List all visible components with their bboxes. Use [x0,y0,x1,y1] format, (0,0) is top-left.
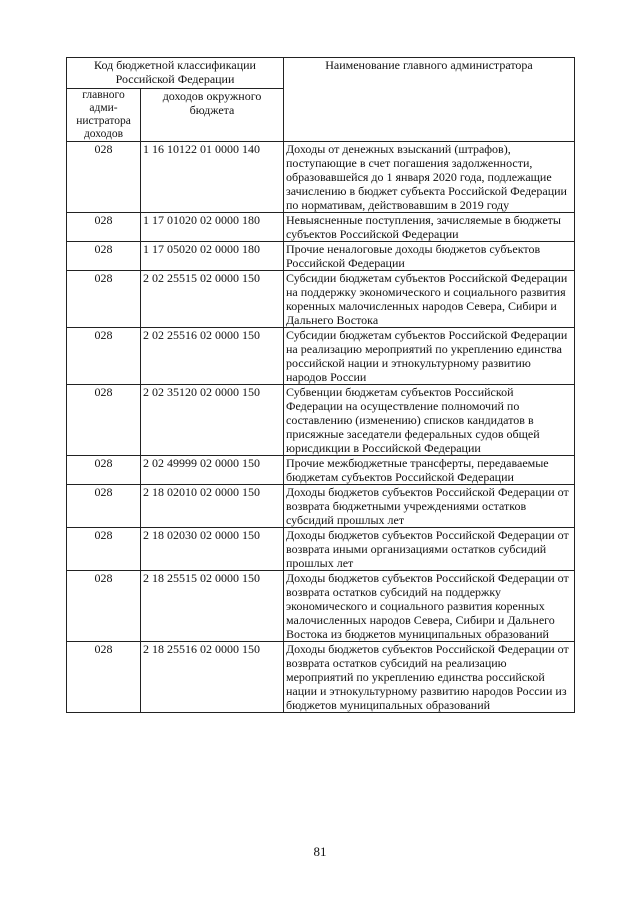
table-row [67,213,575,242]
classification-group-header: Код бюджетной классификации Российской Федерации [67,58,284,89]
page-number: 81 [313,844,327,859]
admin-code-header: главного адми-нистратора доходов [67,89,141,142]
income-code-cell: 1 17 01020 02 0000 180 [141,213,284,242]
admin-code-cell: 028 [67,528,141,571]
admin-name-cell: Прочие межбюджетные трансферты, передаваемые бюджетам субъектов Российской Федерации [284,456,575,485]
income-code-cell: 2 18 25515 02 0000 150 [141,571,284,642]
table-row [67,571,575,642]
income-code-header: доходов окружного бюджета [141,89,284,142]
admin-code-cell: 028 [67,328,141,385]
admin-name-cell: Доходы бюджетов субъектов Российской Федерации от возврата остатков субсидий на реализацию мероприятий по укреплению единства российской нации и этнокультурному развитию народов России из бюджетов муниципальных образований [284,642,575,713]
admin-name-cell: Субсидии бюджетам субъектов Российской Федерации на реализацию мероприятий по укреплению единства российской нации и этнокультурному развитию народов России [284,328,575,385]
admin-code-cell: 028 [67,271,141,328]
table-row [67,456,575,485]
income-code-cell: 2 02 35120 02 0000 150 [141,385,284,456]
table-row [67,642,575,713]
admin-name-cell: Субвенции бюджетам субъектов Российской Федерации на осуществление полномочий по составлению (изменению) списков кандидатов в присяжные заседатели федеральных судов общей юрисдикции в Российской Федерации [284,385,575,456]
budget-classification-table [66,57,575,713]
admin-code-cell: 028 [67,142,141,213]
admin-code-cell: 028 [67,642,141,713]
table-row [67,528,575,571]
table-row [67,385,575,456]
admin-code-cell: 028 [67,456,141,485]
income-code-cell: 2 18 02030 02 0000 150 [141,528,284,571]
table-row [67,271,575,328]
header-row-group [67,58,575,89]
income-code-cell: 1 17 05020 02 0000 180 [141,242,284,271]
income-code-cell: 2 02 49999 02 0000 150 [141,456,284,485]
admin-code-cell: 028 [67,242,141,271]
table-row [67,328,575,385]
income-code-cell: 2 02 25516 02 0000 150 [141,328,284,385]
table-row [67,242,575,271]
admin-name-header: Наименование главного администратора [284,58,575,142]
income-code-cell: 2 02 25515 02 0000 150 [141,271,284,328]
income-code-cell: 2 18 02010 02 0000 150 [141,485,284,528]
admin-name-cell: Прочие неналоговые доходы бюджетов субъектов Российской Федерации [284,242,575,271]
admin-code-cell: 028 [67,485,141,528]
income-code-cell: 1 16 10122 01 0000 140 [141,142,284,213]
table-row [67,142,575,213]
admin-name-cell: Доходы от денежных взысканий (штрафов), поступающие в счет погашения задолженности, образовавшейся до 1 января 2020 года, подлежащие зачислению в бюджет субъекта Российской Федерации по нормативам, действовавшим в 2019 году [284,142,575,213]
table-body [67,142,575,713]
admin-name-cell: Доходы бюджетов субъектов Российской Федерации от возврата бюджетными учреждениями остатков субсидий прошлых лет [284,485,575,528]
admin-name-cell: Субсидии бюджетам субъектов Российской Федерации на поддержку экономического и социального развития коренных малочисленных народов Севера, Сибири и Дальнего Востока [284,271,575,328]
admin-code-cell: 028 [67,385,141,456]
income-code-cell: 2 18 25516 02 0000 150 [141,642,284,713]
admin-code-cell: 028 [67,213,141,242]
table-row [67,485,575,528]
admin-name-cell: Доходы бюджетов субъектов Российской Федерации от возврата иными организациями остатков субсидий прошлых лет [284,528,575,571]
admin-name-cell: Доходы бюджетов субъектов Российской Федерации от возврата остатков субсидий на поддержку экономического и социального развития коренных малочисленных народов Севера, Сибири и Дальнего Востока из бюджетов муниципальных образований [284,571,575,642]
admin-name-cell: Невыясненные поступления, зачисляемые в бюджеты субъектов Российской Федерации [284,213,575,242]
admin-code-cell: 028 [67,571,141,642]
